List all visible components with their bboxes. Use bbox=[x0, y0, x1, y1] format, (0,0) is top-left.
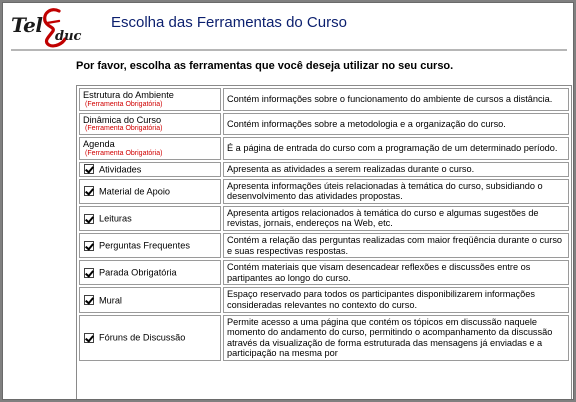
tool-row bbox=[79, 113, 569, 136]
tool-name: Material de Apoio bbox=[99, 186, 170, 197]
tool-checkbox[interactable] bbox=[84, 214, 94, 224]
tool-name-cell bbox=[79, 206, 221, 231]
tool-row bbox=[79, 315, 569, 361]
tool-description: Contém a relação das perguntas realizadas com maior freqüência durante o curso e suas respectivas respostas. bbox=[223, 233, 569, 258]
tool-name-cell bbox=[79, 260, 221, 285]
tool-description: Contém informações sobre o funcionamento do ambiente de cursos a distância. bbox=[223, 88, 569, 111]
tool-name: Mural bbox=[99, 294, 122, 305]
tool-name-cell bbox=[79, 233, 221, 258]
tool-name-cell bbox=[79, 88, 221, 111]
tool-description: Contém materiais que visam desencadear reflexões e discussões entre os partipantes ao longo do curso. bbox=[223, 260, 569, 285]
tool-checkbox[interactable] bbox=[84, 164, 94, 174]
tool-description: Espaço reservado para todos os participantes disponibilizarem informações consideradas relevantes no contexto do curso. bbox=[223, 287, 569, 312]
tool-row bbox=[79, 260, 569, 285]
tool-row bbox=[79, 88, 569, 111]
tool-name: Parada Obrigatória bbox=[99, 267, 177, 278]
tool-name-cell bbox=[79, 287, 221, 312]
tool-name-cell bbox=[79, 113, 221, 136]
tool-checkbox[interactable] bbox=[84, 186, 94, 196]
tool-name: Agenda bbox=[83, 139, 115, 150]
logo-text-tel: Tel bbox=[11, 13, 43, 37]
tool-checkbox[interactable] bbox=[84, 268, 94, 278]
tool-description: Apresenta as atividades a serem realizadas durante o curso. bbox=[223, 162, 569, 177]
tool-name: Leituras bbox=[99, 213, 132, 224]
tools-table-container bbox=[76, 85, 572, 400]
page-title: Escolha das Ferramentas do Curso bbox=[111, 14, 347, 31]
tool-description: É a página de entrada do curso com a programação de um determinado período. bbox=[223, 137, 569, 160]
required-tool-note: (Ferramenta Obrigatória) bbox=[85, 100, 163, 108]
tool-row bbox=[79, 137, 569, 160]
tools-table bbox=[77, 86, 571, 363]
required-tool-note: (Ferramenta Obrigatória) bbox=[85, 125, 163, 133]
tool-row bbox=[79, 179, 569, 204]
teleduc-logo bbox=[7, 5, 107, 49]
tool-name-cell bbox=[79, 179, 221, 204]
tool-description: Apresenta informações úteis relacionadas à temática do curso, subsidiando o desenvolvimento das atividades propostas. bbox=[223, 179, 569, 204]
tool-row bbox=[79, 233, 569, 258]
tool-description: Apresenta artigos relacionados à temática do curso e algumas sugestões de revistas, jornais, endereços na Web, etc. bbox=[223, 206, 569, 231]
tool-checkbox[interactable] bbox=[84, 295, 94, 305]
logo-text-duc: duc bbox=[55, 29, 82, 44]
tool-row bbox=[79, 287, 569, 312]
tool-name: Dinâmica do Curso bbox=[83, 114, 162, 125]
tool-row bbox=[79, 162, 569, 177]
window-frame bbox=[2, 2, 574, 400]
tool-name: Perguntas Frequentes bbox=[99, 240, 190, 251]
tool-checkbox[interactable] bbox=[84, 333, 94, 343]
tool-row bbox=[79, 206, 569, 231]
tool-name-cell bbox=[79, 137, 221, 160]
header bbox=[3, 3, 574, 49]
tool-name-cell bbox=[79, 315, 221, 361]
tool-description: Permite acesso a uma página que contém os tópicos em discussão naquele momento do andamento do curso, permitindo o acompanhamento da discussão através da visualização de forma estruturada das mensagens já enviadas e a participação na mesma por bbox=[223, 315, 569, 361]
required-tool-note: (Ferramenta Obrigatória) bbox=[85, 149, 163, 157]
header-divider bbox=[11, 49, 567, 51]
tool-description: Contém informações sobre a metodologia e a organização do curso. bbox=[223, 113, 569, 136]
tool-checkbox[interactable] bbox=[84, 241, 94, 251]
instructions-text: Por favor, escolha as ferramentas que você deseja utilizar no seu curso. bbox=[76, 60, 454, 72]
tool-name: Estrutura do Ambiente bbox=[83, 90, 174, 100]
tool-name: Atividades bbox=[99, 164, 142, 175]
tool-name-cell bbox=[79, 162, 221, 177]
tool-name: Fóruns de Discussão bbox=[99, 332, 186, 343]
